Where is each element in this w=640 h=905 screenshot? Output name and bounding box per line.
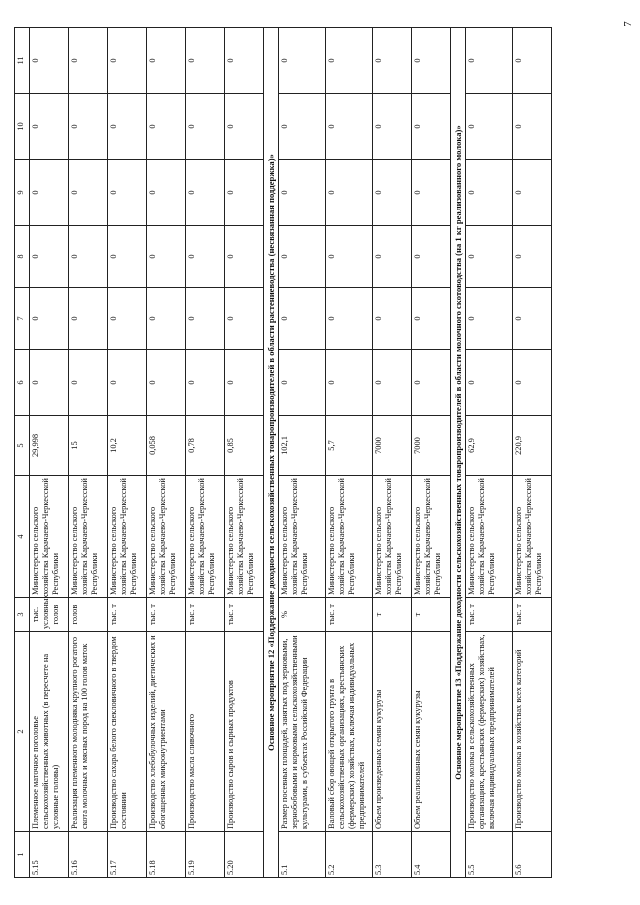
value-cell: 0 — [30, 160, 69, 226]
row-number: 5.17 — [108, 832, 147, 878]
row-number: 5.5 — [466, 832, 513, 878]
section-row — [264, 28, 279, 878]
table-row — [225, 28, 264, 878]
value-cell: 0 — [326, 160, 373, 226]
header-cell: 3 — [15, 598, 30, 632]
value-cell: 0 — [513, 160, 552, 226]
value-cell: 0 — [412, 288, 451, 350]
value-cell: 7000 — [412, 416, 451, 476]
value-cell: 0 — [108, 28, 147, 94]
value-cell: 0 — [225, 288, 264, 350]
section-row — [451, 28, 466, 878]
value-cell: 0 — [147, 28, 186, 94]
table-row — [513, 28, 552, 878]
value-cell: 0 — [326, 288, 373, 350]
unit-cell: т — [412, 598, 451, 632]
row-number: 5.16 — [69, 832, 108, 878]
value-cell: 0 — [373, 160, 412, 226]
value-cell: 0 — [30, 288, 69, 350]
value-cell: 15 — [69, 416, 108, 476]
executor-cell: Министерство сельского хозяйства Карачаево-Черкесской Республики — [147, 476, 186, 598]
value-cell: 0 — [186, 288, 225, 350]
row-number: 5.18 — [147, 832, 186, 878]
value-cell: 0 — [412, 160, 451, 226]
value-cell: 0 — [225, 160, 264, 226]
value-cell: 0 — [373, 94, 412, 160]
value-cell: 0,058 — [147, 416, 186, 476]
indicator-name: Производство масла сливочного — [186, 632, 225, 832]
value-cell: 62,9 — [466, 416, 513, 476]
table-row — [69, 28, 108, 878]
unit-cell: тыс. т — [466, 598, 513, 632]
header-cell: 8 — [15, 226, 30, 288]
value-cell: 0 — [30, 350, 69, 416]
section-title: Основное мероприятие 13 «Поддержание доходности сельскохозяйственных товаропроизводителей в области молочного скотоводства (на 1 кг реализованного молока)» — [451, 28, 466, 878]
value-cell: 102,1 — [279, 416, 326, 476]
value-cell: 0 — [279, 94, 326, 160]
value-cell: 0 — [466, 288, 513, 350]
indicators-table — [14, 27, 552, 878]
indicator-name: Валовый сбор овощей открытого грунта в сельскохозяйственных организациях, крестьянских (фермерских) хозяйствах, включая индивидуальных предпринимателей — [326, 632, 373, 832]
indicator-name: Племенное маточное поголовье сельскохозяйственных животных (в пересчете на условные головы) — [30, 632, 69, 832]
value-cell: 220,9 — [513, 416, 552, 476]
value-cell: 0 — [279, 226, 326, 288]
value-cell: 0 — [279, 288, 326, 350]
value-cell: 0 — [30, 226, 69, 288]
table-row — [147, 28, 186, 878]
value-cell: 0 — [513, 288, 552, 350]
executor-cell: Министерство сельского хозяйства Карачаево-Черкесской Республики — [108, 476, 147, 598]
indicator-name: Производство молока в хозяйствах всех категорий — [513, 632, 552, 832]
executor-cell: Министерство сельского хозяйства Карачаево-Черкесской Республики — [513, 476, 552, 598]
header-cell: 4 — [15, 476, 30, 598]
value-cell: 0 — [225, 226, 264, 288]
value-cell: 0 — [186, 350, 225, 416]
table-row — [108, 28, 147, 878]
value-cell: 0 — [108, 94, 147, 160]
value-cell: 0 — [513, 350, 552, 416]
row-number: 5.2 — [326, 832, 373, 878]
header-cell: 5 — [15, 416, 30, 476]
value-cell: 5,7 — [326, 416, 373, 476]
value-cell: 0,78 — [186, 416, 225, 476]
unit-cell: тыс. т — [147, 598, 186, 632]
table-row — [412, 28, 451, 878]
indicator-name: Объем реализованных семян кукурузы — [412, 632, 451, 832]
value-cell: 0 — [466, 350, 513, 416]
value-cell: 0,85 — [225, 416, 264, 476]
value-cell: 29,998 — [30, 416, 69, 476]
header-cell: 2 — [15, 632, 30, 832]
value-cell: 0 — [373, 288, 412, 350]
unit-cell: тыс. т — [186, 598, 225, 632]
section-title: Основное мероприятие 12 «Поддержание доходности сельскохозяйственных товаропроизводителей в области растениеводства (несвязанная поддержка)» — [264, 28, 279, 878]
unit-cell: тыс. т — [225, 598, 264, 632]
row-number: 5.19 — [186, 832, 225, 878]
page-number: 7 — [621, 21, 634, 27]
header-cell: 1 — [15, 832, 30, 878]
unit-cell: тыс. условных голов — [30, 598, 69, 632]
indicator-name: Производство сыров и сырных продуктов — [225, 632, 264, 832]
value-cell: 0 — [108, 350, 147, 416]
value-cell: 0 — [147, 288, 186, 350]
table-row — [30, 28, 69, 878]
unit-cell: тыс. т — [108, 598, 147, 632]
value-cell: 0 — [225, 350, 264, 416]
value-cell: 0 — [69, 288, 108, 350]
value-cell: 0 — [147, 160, 186, 226]
row-number: 5.6 — [513, 832, 552, 878]
executor-cell: Министерство сельского хозяйства Карачаево-Черкесской Республики — [279, 476, 326, 598]
row-number: 5.15 — [30, 832, 69, 878]
value-cell: 0 — [466, 226, 513, 288]
value-cell: 10,2 — [108, 416, 147, 476]
executor-cell: Министерство сельского хозяйства Карачаево-Черкесской Республики — [225, 476, 264, 598]
table-row — [279, 28, 326, 878]
value-cell: 0 — [279, 350, 326, 416]
value-cell: 0 — [373, 226, 412, 288]
value-cell: 0 — [108, 288, 147, 350]
indicator-name: Производство сахара белого свекловичного в твердом состоянии — [108, 632, 147, 832]
value-cell: 0 — [30, 28, 69, 94]
value-cell: 7000 — [373, 416, 412, 476]
value-cell: 0 — [186, 226, 225, 288]
indicator-name: Реализация племенного молодняка крупного рогатого скота молочных и мясных пород на 100 голов маток — [69, 632, 108, 832]
value-cell: 0 — [186, 94, 225, 160]
value-cell: 0 — [466, 94, 513, 160]
value-cell: 0 — [147, 350, 186, 416]
unit-cell: т — [373, 598, 412, 632]
row-number: 5.3 — [373, 832, 412, 878]
unit-cell: % — [279, 598, 326, 632]
value-cell: 0 — [466, 28, 513, 94]
executor-cell: Министерство сельского хозяйства Карачаево-Черкесской Республики — [412, 476, 451, 598]
value-cell: 0 — [373, 28, 412, 94]
table-row — [373, 28, 412, 878]
header-cell: 11 — [15, 28, 30, 94]
indicator-name: Объем произведенных семян кукурузы — [373, 632, 412, 832]
table-row — [326, 28, 373, 878]
value-cell: 0 — [513, 28, 552, 94]
value-cell: 0 — [30, 94, 69, 160]
table-row — [186, 28, 225, 878]
value-cell: 0 — [69, 226, 108, 288]
value-cell: 0 — [412, 28, 451, 94]
unit-cell: тыс. т — [326, 598, 373, 632]
value-cell: 0 — [513, 226, 552, 288]
indicator-name: Производство хлебобулочных изделий, диетических и обогащенных микронутриентами — [147, 632, 186, 832]
executor-cell: Министерство сельского хозяйства Карачаево-Черкесской Республики — [326, 476, 373, 598]
executor-cell: Министерство сельского хозяйства Карачаево-Черкесской Республики — [30, 476, 69, 598]
table-row — [466, 28, 513, 878]
value-cell: 0 — [412, 226, 451, 288]
value-cell: 0 — [279, 28, 326, 94]
indicator-name: Размер посевных площадей, занятых под зерновыми, зернобобовыми и кормовыми сельскохозяйственными культурами, в субъектах Российской Федерации — [279, 632, 326, 832]
value-cell: 0 — [412, 94, 451, 160]
value-cell: 0 — [326, 28, 373, 94]
header-cell: 10 — [15, 94, 30, 160]
row-number: 5.4 — [412, 832, 451, 878]
value-cell: 0 — [108, 160, 147, 226]
unit-cell: тыс. т — [513, 598, 552, 632]
row-number: 5.1 — [279, 832, 326, 878]
value-cell: 0 — [373, 350, 412, 416]
executor-cell: Министерство сельского хозяйства Карачаево-Черкесской Республики — [373, 476, 412, 598]
value-cell: 0 — [108, 226, 147, 288]
value-cell: 0 — [513, 94, 552, 160]
value-cell: 0 — [279, 160, 326, 226]
indicator-name: Производство молока в сельскохозяйственных организациях, крестьянских (фермерских) хозяйствах, включая индивидуальных предпринимателей — [466, 632, 513, 832]
unit-cell: голов — [69, 598, 108, 632]
value-cell: 0 — [186, 28, 225, 94]
value-cell: 0 — [69, 28, 108, 94]
value-cell: 0 — [326, 350, 373, 416]
value-cell: 0 — [186, 160, 225, 226]
value-cell: 0 — [326, 94, 373, 160]
header-row — [15, 28, 30, 878]
header-cell: 6 — [15, 350, 30, 416]
value-cell: 0 — [412, 350, 451, 416]
value-cell: 0 — [225, 28, 264, 94]
value-cell: 0 — [147, 94, 186, 160]
executor-cell: Министерство сельского хозяйства Карачаево-Черкесской Республики — [186, 476, 225, 598]
value-cell: 0 — [69, 94, 108, 160]
value-cell: 0 — [225, 94, 264, 160]
value-cell: 0 — [466, 160, 513, 226]
value-cell: 0 — [69, 160, 108, 226]
header-cell: 7 — [15, 288, 30, 350]
header-cell: 9 — [15, 160, 30, 226]
value-cell: 0 — [69, 350, 108, 416]
rotated-page — [14, 28, 614, 878]
executor-cell: Министерство сельского хозяйства Карачаево-Черкесской Республики — [69, 476, 108, 598]
executor-cell: Министерство сельского хозяйства Карачаево-Черкесской Республики — [466, 476, 513, 598]
row-number: 5.20 — [225, 832, 264, 878]
value-cell: 0 — [326, 226, 373, 288]
value-cell: 0 — [147, 226, 186, 288]
